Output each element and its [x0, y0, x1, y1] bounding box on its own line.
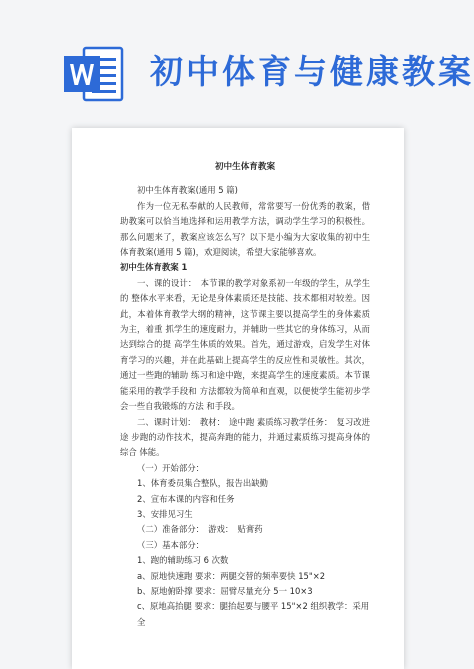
doc-line: b、原地俯卧撑 要求：屈臂尽量充分 5一 10×3 [137, 585, 313, 596]
doc-line: 初中生体育教案(通用 5 篇) [137, 185, 238, 196]
banner [0, 0, 474, 118]
intro-paragraph: 作为一位无私奉献的人民教师，常常要写一份优秀的教案，借助教案可以恰当地选择和运用教学方法，调动学生学习的积极性。那么问题来了，教案应该怎么写？以下是小编为大家收集的初中生体育教案(通用 5 篇)，欢迎阅读，希望大家能够喜欢。 [120, 200, 370, 258]
design-paragraph: 一、课的设计： 本节课的教学对象系初一年级的学生，从学生的 整体水平来看，无论是身体素质还是技能、技术都相对较差。因此，本着体育教学大纲的精神，这节课主要以提高学生的身体素质为主，着重 抓学生的速度耐力，并辅助一些其它的身体练习，从而达到综合的提 高学生体质的效果。首先，通过游戏，启发学生对体育学习的兴趣，并在此基础上提高学生的反应性和灵敏性。其次，通过一些跑的辅助 练习和途中跑，来提高学生的速度素质。本节课能采用的教学手段和 方法都较为简单和直观，以便使学生能初步学会一些自我锻炼的方法 和手段。 [120, 277, 370, 412]
doc-line: 1、体育委员集合整队，报告出缺勤 [137, 478, 268, 489]
doc-line: （三）基本部分： [137, 539, 204, 550]
doc-line: a、原地快速跑 要求：两腿交替的频率要快 15"×2 [137, 570, 326, 581]
doc-line: 3、安排见习生 [137, 508, 193, 519]
doc-line: 2、宣布本课的内容和任务 [137, 493, 235, 504]
plan-paragraph: 二、课时计划： 教材： 途中跑 素质练习教学任务： 复习改进途 步跑的动作技术，提高奔跑的能力，并通过素质练习提高身体的综合 体能。 [120, 416, 370, 458]
document-title: 初中生体育教案 [214, 162, 276, 172]
document-content [120, 160, 370, 630]
banner-title: 初中体育与健康教案 [150, 52, 474, 91]
doc-line: （一）开始部分： [137, 462, 204, 473]
doc-line: 1、跑的辅助练习 6 次数 [137, 555, 229, 566]
doc-line: （二）准备部分： 游戏： 贴膏药 [137, 524, 263, 535]
section-heading: 初中生体育教案 1 [120, 262, 188, 273]
doc-line: c、原地高抬腿 要求：腿抬起要与腰平 15"×2 组织教学：采用全 [137, 601, 370, 627]
word-icon [62, 42, 126, 106]
